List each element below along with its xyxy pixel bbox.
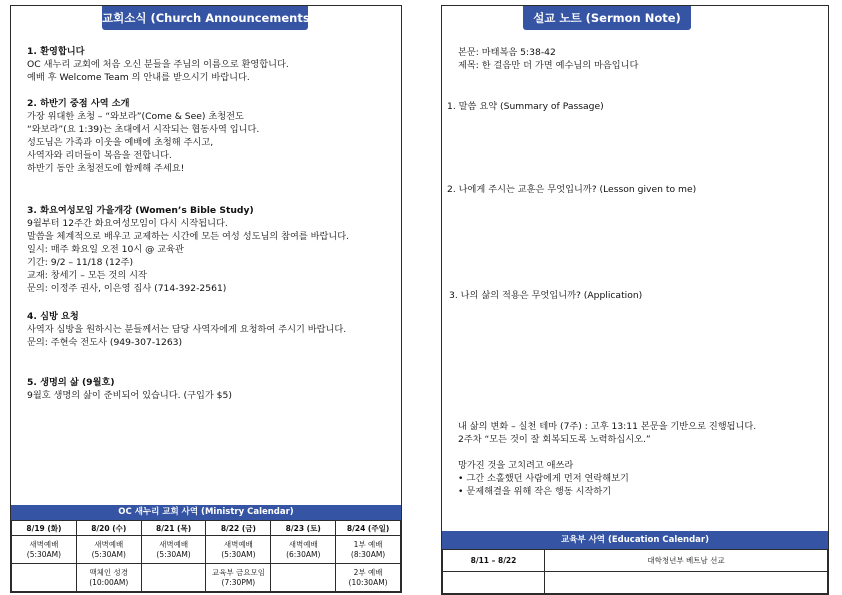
calendar-cell: 새벽예배 (5:30AM) (141, 536, 206, 564)
practice-theme (458, 420, 756, 446)
table-row (12, 564, 401, 592)
announcement-heading: 1. 환영합니다 (27, 46, 85, 57)
calendar-day-header: 8/24 (주일) (336, 521, 401, 536)
table-row (443, 550, 828, 572)
announcement-line: “와보라”(요 1:39)는 초대에서 시작되는 협동사역 입니다. (27, 124, 260, 135)
list-item: • 문제해결을 위해 작은 행동 시작하기 (458, 486, 612, 497)
education-calendar-table (442, 549, 828, 594)
announcement-heading: 4. 심방 요청 (27, 311, 79, 322)
announcements-panel (10, 5, 402, 593)
ministry-calendar-title: OC 새누리 교회 사역 (Ministry Calendar) (11, 505, 401, 520)
calendar-cell: 1부 예배 (8:30AM) (336, 536, 401, 564)
announcement-line: 9월부터 12주간 화요여성모임이 다시 시작됩니다. (27, 218, 228, 229)
table-row (443, 572, 828, 594)
announcement-welcome (27, 45, 393, 84)
announcement-line: 하반기 동안 초청전도에 함께해 주세요! (27, 163, 185, 174)
practice-title: 망가진 것을 고치려고 애쓰라 (458, 460, 574, 471)
calendar-cell-event: 대학청년부 베트남 선교 (545, 550, 828, 572)
announcement-line: 문의: 이정주 권사, 이은영 집사 (714-392-2561) (27, 283, 227, 294)
sermon-note-tab-title: 설교 노트 (Sermon Note) (523, 6, 691, 30)
calendar-cell-date: 8/11 – 8/22 (443, 550, 545, 572)
calendar-day-header: 8/19 (화) (12, 521, 77, 536)
theme-line: 2주차 “모든 것이 잘 회복되도록 노력하십시오.” (458, 434, 651, 445)
announcement-line: 문의: 주현숙 전도사 (949-307-1263) (27, 337, 183, 348)
table-row (12, 536, 401, 564)
calendar-cell (12, 564, 77, 592)
announcements-tab-title: 교회소식 (Church Announcements) (102, 6, 308, 30)
announcement-womens-bible-study (27, 204, 393, 295)
announcement-heading: 2. 하반기 중점 사역 소개 (27, 98, 130, 109)
announcement-line: OC 새누리 교회에 처음 오신 분들을 주님의 이름으로 환영합니다. (27, 59, 289, 70)
calendar-cell-date (443, 572, 545, 594)
sermon-note-panel (441, 5, 829, 595)
announcement-line: 말씀을 체계적으로 배우고 교제하는 시간에 모든 여성 성도님의 참여를 바랍니다. (27, 231, 350, 242)
calendar-cell: 새벽예배 (6:30AM) (271, 536, 336, 564)
announcement-living-life (27, 376, 393, 402)
question-lesson: 2. 나에게 주시는 교훈은 무엇입니까? (Lesson given to me) (447, 184, 697, 195)
calendar-cell: 새벽예배 (5:30AM) (206, 536, 271, 564)
list-item: • 그간 소홀했던 사람에게 먼저 연락해보기 (458, 473, 629, 484)
calendar-cell: 교육부 금요모임 (7:30PM) (206, 564, 271, 592)
calendar-day-header: 8/20 (수) (76, 521, 141, 536)
calendar-cell: 새벽예배 (5:30AM) (76, 536, 141, 564)
calendar-cell: 2부 예배 (10:30AM) (336, 564, 401, 592)
sermon-header (458, 46, 638, 72)
announcement-line: 사역자와 리더들이 복음을 전합니다. (27, 150, 172, 161)
announcement-line: 교재: 창세기 – 모든 것의 시작 (27, 270, 147, 281)
sermon-title: 제목: 한 걸음만 더 가면 예수님의 마음입니다 (458, 60, 639, 71)
practice-list (458, 459, 629, 498)
ministry-calendar-table (11, 520, 401, 592)
announcement-heading: 5. 생명의 삶 (9월호) (27, 377, 115, 388)
announcement-line: 성도님은 가족과 이웃을 예배에 초청해 주시고, (27, 137, 214, 148)
question-summary: 1. 말씀 요약 (Summary of Passage) (447, 101, 604, 112)
announcement-heading: 3. 화요여성모임 가을개강 (Women’s Bible Study) (27, 205, 254, 216)
calendar-cell-event (545, 572, 828, 594)
calendar-cell: 새벽예배 (5:30AM) (12, 536, 77, 564)
theme-line: 내 삶의 변화 – 실천 테마 (7주) : 고후 13:11 본문을 기반으로 진행됩니다. (458, 421, 757, 432)
calendar-day-header: 8/22 (금) (206, 521, 271, 536)
announcement-line: 일시: 매주 화요일 오전 10시 @ 교육관 (27, 244, 184, 255)
calendar-cell: 맥체인 성경 (10:00AM) (76, 564, 141, 592)
announcement-line: 가장 위대한 초청 – “와보라”(Come & See) 초청전도 (27, 111, 244, 122)
announcement-line: 사역자 심방을 원하시는 분들께서는 담당 사역자에게 요청하여 주시기 바랍니다. (27, 324, 347, 335)
sermon-passage: 본문: 마태복음 5:38-42 (458, 47, 556, 58)
question-application: 3. 나의 삶의 적용은 무엇입니까? (Application) (449, 290, 643, 301)
announcement-line: 예배 후 Welcome Team 의 안내를 받으시기 바랍니다. (27, 72, 250, 83)
announcement-ministry-focus (27, 97, 393, 175)
ministry-calendar (11, 505, 401, 592)
announcement-visitation (27, 310, 393, 349)
announcement-line: 기간: 9/2 – 11/18 (12주) (27, 257, 134, 268)
calendar-day-header: 8/21 (목) (141, 521, 206, 536)
calendar-cell (271, 564, 336, 592)
announcement-line: 9월호 생명의 삶이 준비되어 있습니다. (구입가 $5) (27, 390, 232, 401)
calendar-cell (141, 564, 206, 592)
calendar-header-row (12, 521, 401, 536)
calendar-day-header: 8/23 (토) (271, 521, 336, 536)
education-calendar (442, 531, 828, 594)
education-calendar-title: 교육부 사역 (Education Calendar) (442, 531, 828, 549)
